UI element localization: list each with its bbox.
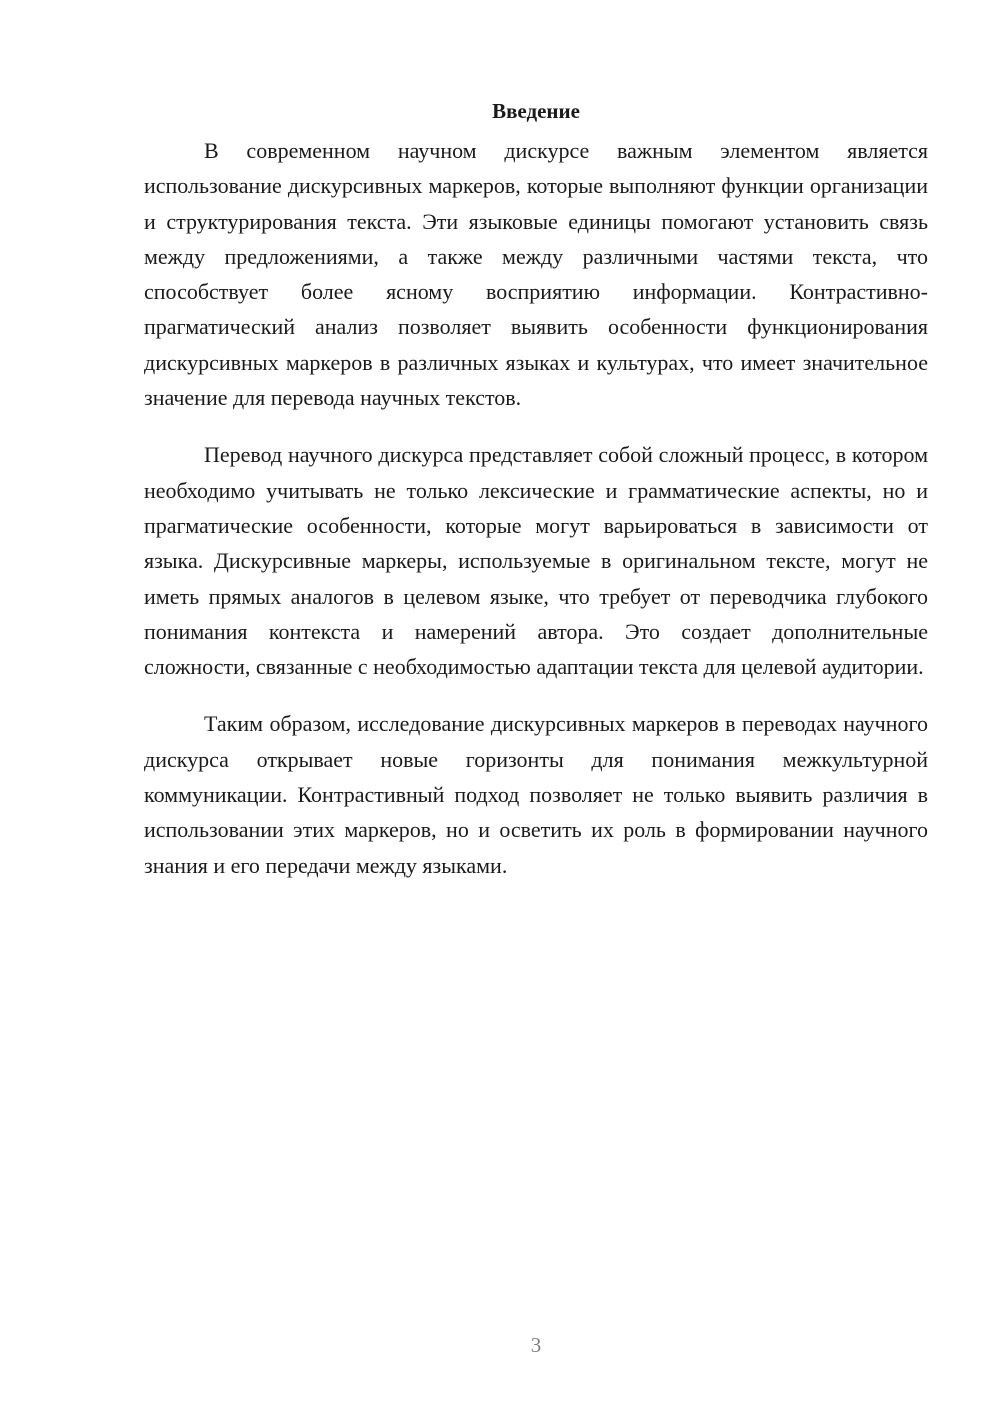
paragraph: Перевод научного дискурса представляет собой сложный процесс, в котором необходимо учитывать не только лексические и грамматические аспекты, но и прагматические особенности, которые могут варьироваться в зависимости от языка. Дискурсивные маркеры, используемые в оригинальном тексте, могут не иметь прямых аналогов в целевом языке, что требует от переводчика глубокого понимания контекста и намерений автора. Это создает дополнительные сложности, связанные с необходимостью адаптации текста для целевой аудитории. — [144, 442, 928, 680]
paragraph: Таким образом, исследование дискурсивных маркеров в переводах научного дискурса открывает новые горизонты для понимания межкультурной коммуникации. Контрастивный подход позволяет не только выявить различия в использовании этих маркеров, но и осветить их роль в формировании научного знания и его передачи между языками. — [144, 711, 928, 878]
page-content — [144, 97, 928, 905]
page-number: 3 — [530, 1333, 542, 1357]
paragraph: В современном научном дискурсе важным элементом является использование дискурсивных маркеров, которые выполняют функции организации и структурирования текста. Эти языковые единицы помогают установить связь между предложениями, а также между различными частями текста, что способствует более ясному восприятию информации. Контрастивно-прагматический анализ позволяет выявить особенности функционирования дискурсивных маркеров в различных языках и культурах, что имеет значительное значение для перевода научных текстов. — [144, 138, 928, 411]
section-title: Введение — [492, 99, 580, 123]
